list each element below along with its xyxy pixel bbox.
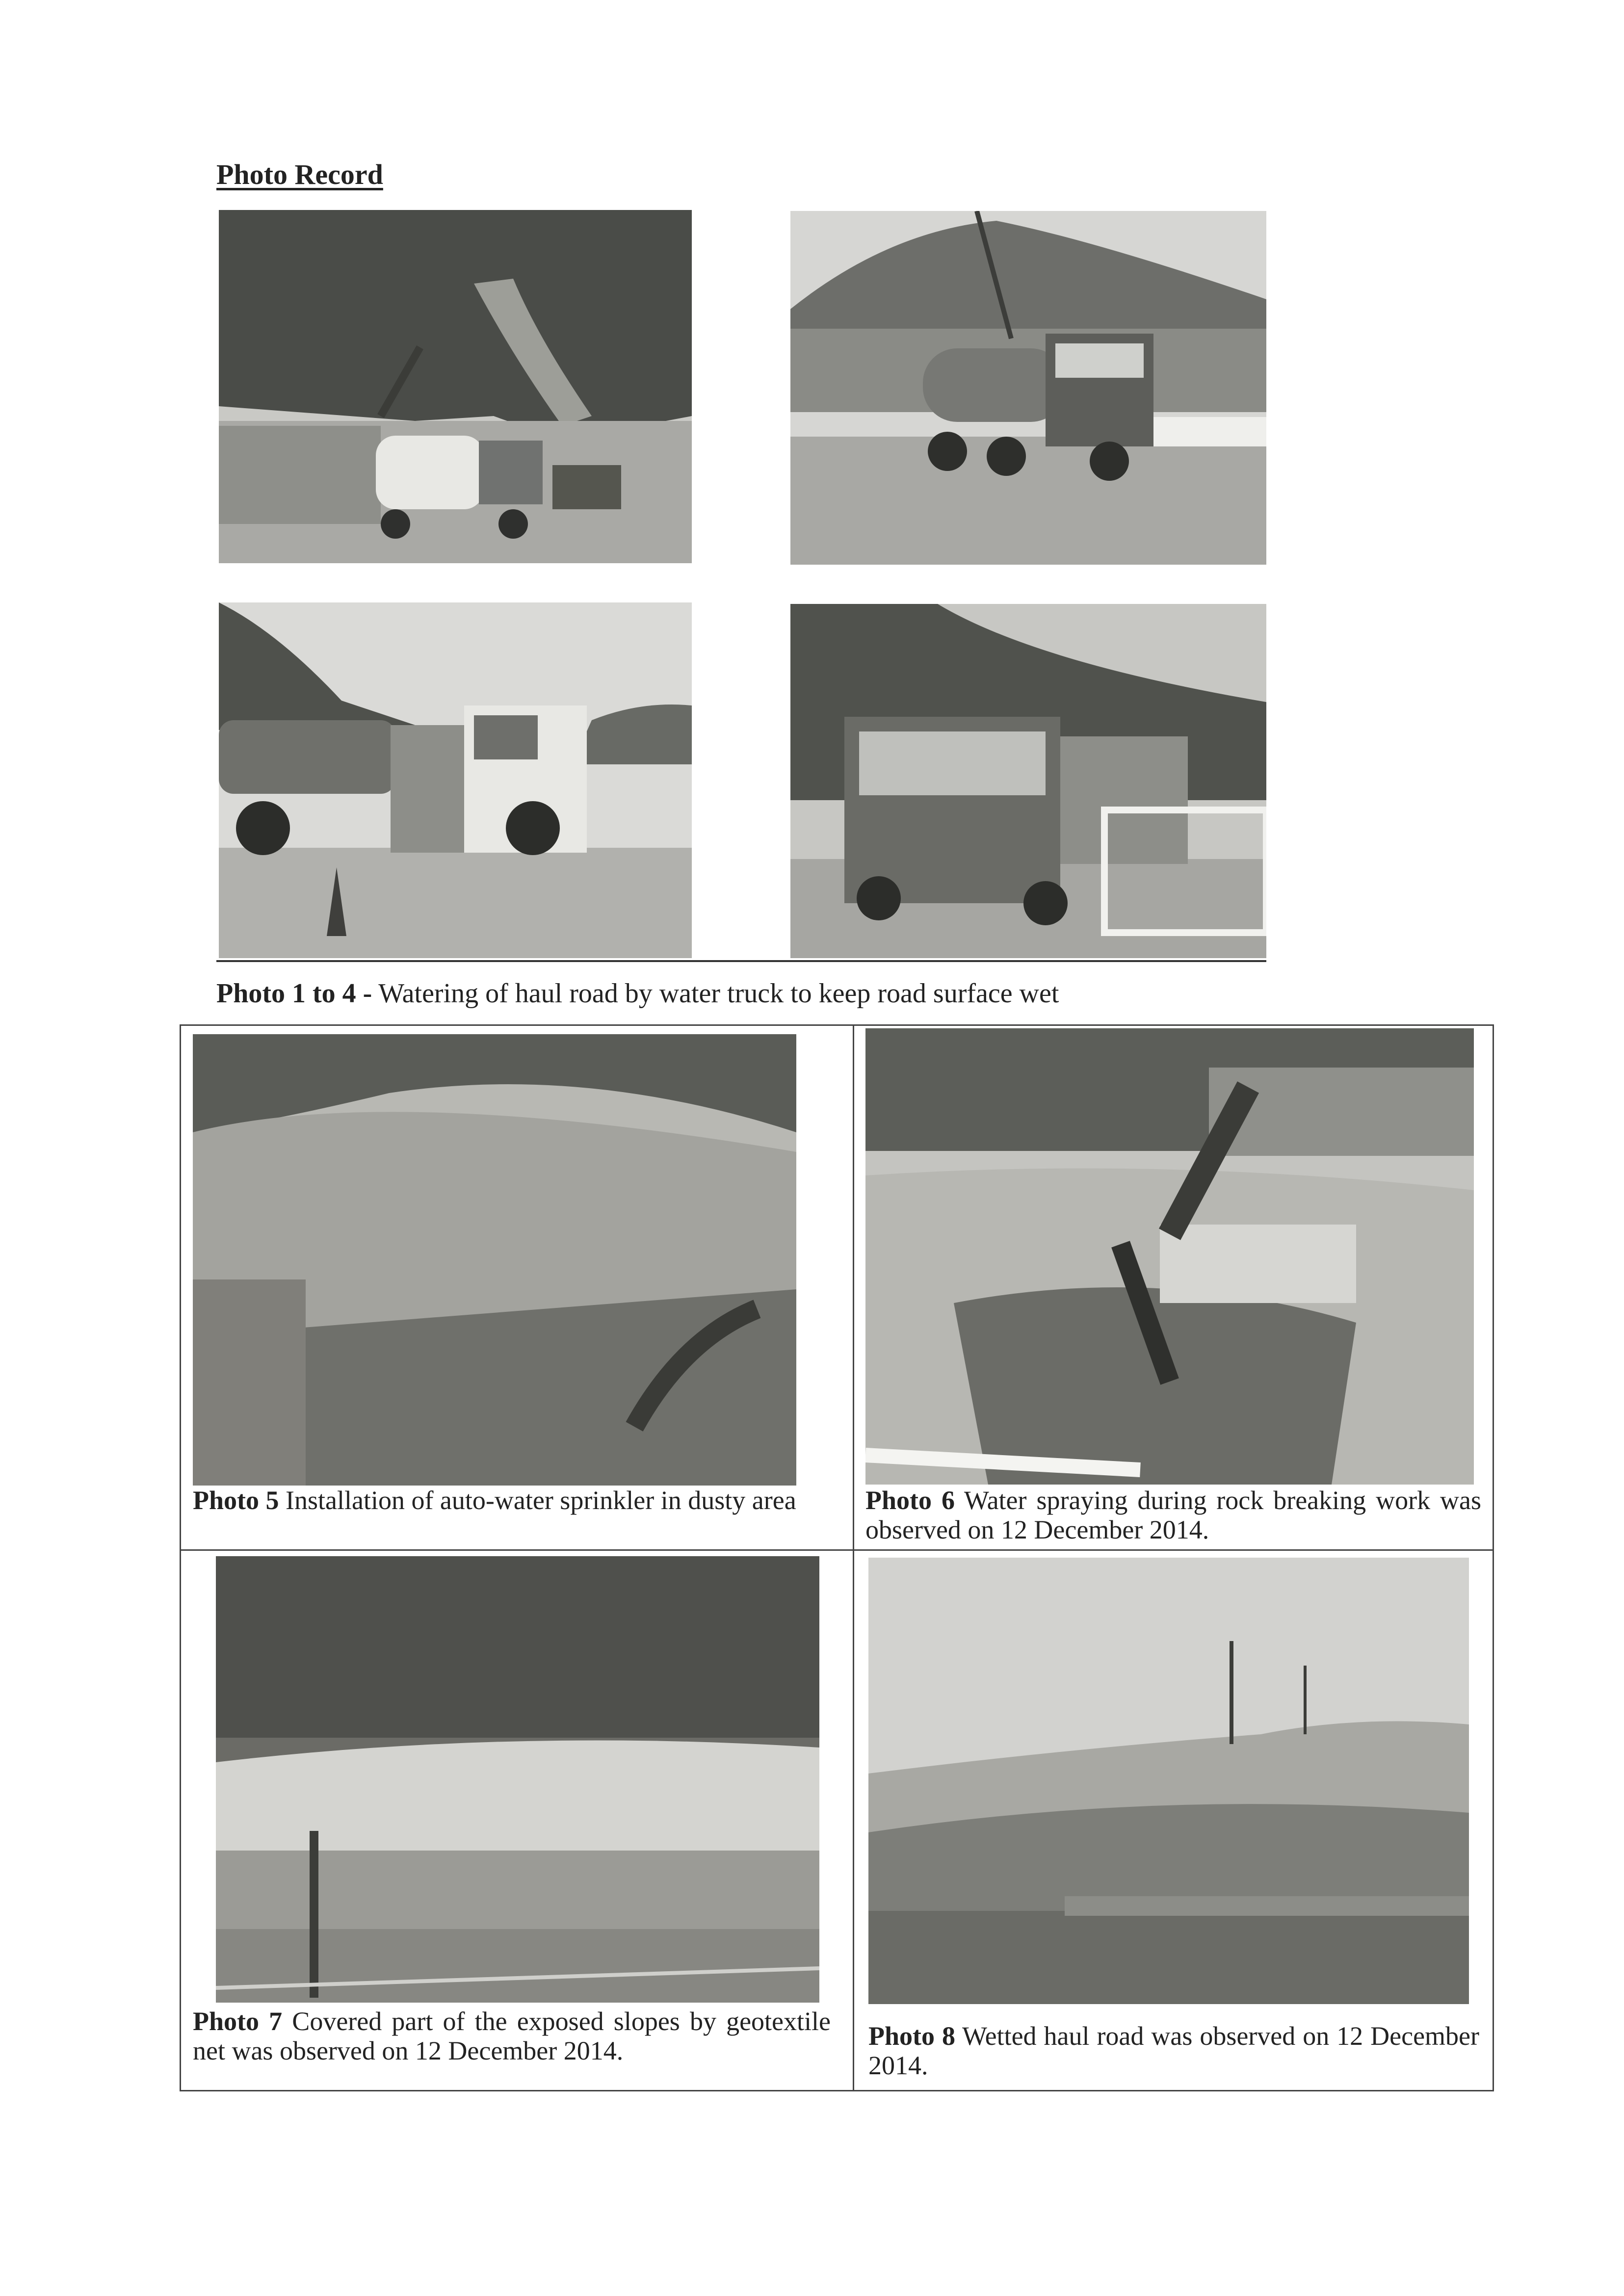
photo-6 [865, 1028, 1474, 1485]
photo-7-text: Covered part of the exposed slopes by geotextile net was observed on 12 December 2014. [193, 2007, 831, 2066]
photo-3 [219, 602, 692, 958]
photo-4 [790, 604, 1266, 958]
photo-8-caption [868, 2021, 1479, 2081]
photo-8-label: Photo 8 [868, 2021, 955, 2051]
photo-6-caption [865, 1486, 1481, 1545]
page-title: Photo Record [216, 158, 383, 190]
photo-6-label: Photo 6 [865, 1486, 955, 1515]
photo-8 [868, 1558, 1469, 2004]
photo-1-4-caption [216, 978, 1059, 1009]
photo-5-text: Installation of auto-water sprinkler in dusty area [279, 1486, 796, 1515]
photo-7-caption [193, 2007, 831, 2066]
photo-5 [193, 1034, 796, 1486]
caption-rule [216, 960, 1266, 962]
table-divider-horizontal [180, 1549, 1494, 1551]
photo-5-caption [193, 1486, 840, 1515]
photo-1-4-caption-text: Watering of haul road by water truck to keep road surface wet [372, 978, 1059, 1009]
photo-1-4-caption-label: Photo 1 to 4 - [216, 978, 372, 1009]
photo-6-text: Water spraying during rock breaking work was observed on 12 December 2014. [865, 1486, 1481, 1545]
photo-2 [790, 211, 1266, 565]
photo-7-label: Photo 7 [193, 2007, 283, 2036]
table-divider-vertical [853, 1024, 854, 2091]
photo-1 [219, 210, 692, 563]
photo-7 [216, 1556, 819, 2003]
photo-5-label: Photo 5 [193, 1486, 279, 1515]
photo-8-text: Wetted haul road was observed on 12 December 2014. [868, 2021, 1480, 2081]
